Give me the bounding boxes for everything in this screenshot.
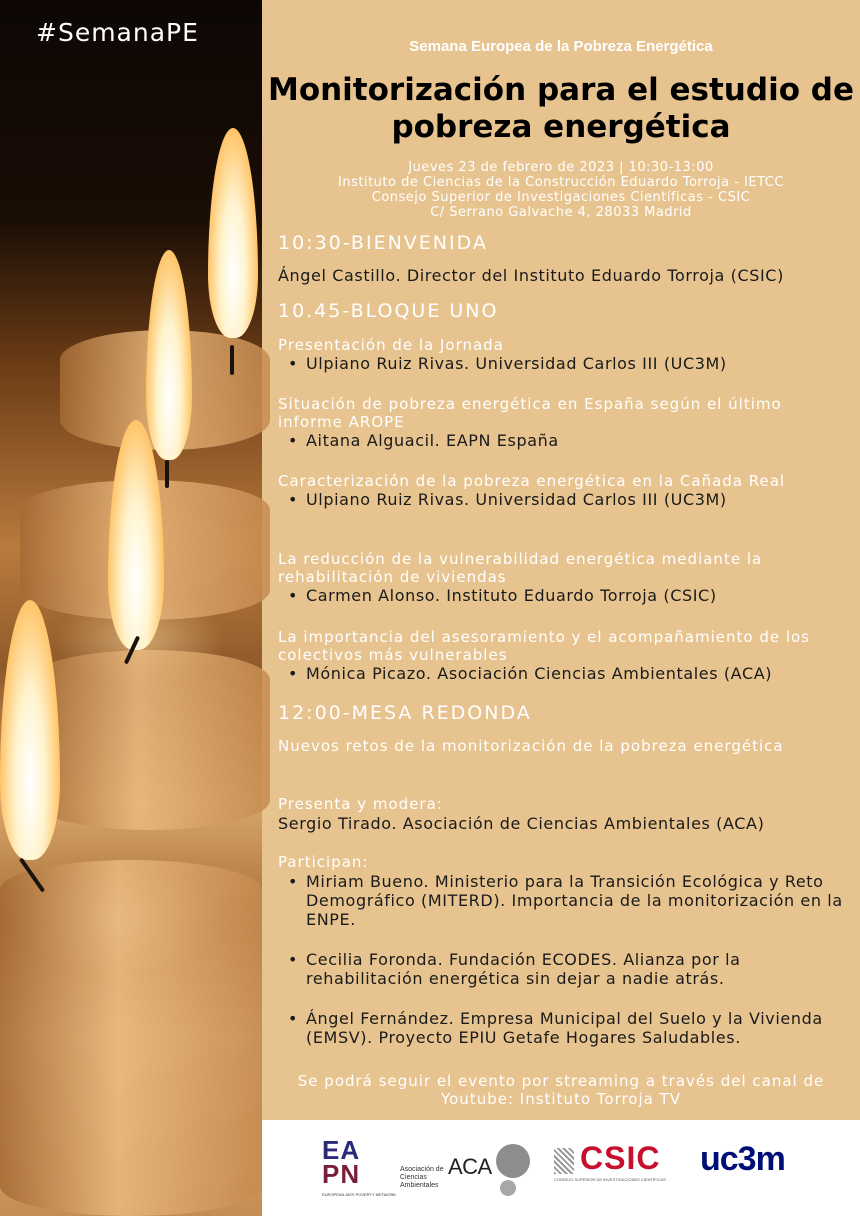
participant-list [278, 1009, 848, 1047]
welcome-speaker: Ángel Castillo. Director del Instituto Eduardo Torroja (CSIC) [278, 266, 784, 285]
agenda-item [278, 550, 848, 605]
flame [146, 250, 192, 460]
eapn-caption: EUROPEAN ANTI POVERTY NETWORK [322, 1192, 397, 1197]
aca-caption: Asociación de Ciencias Ambientales [400, 1166, 444, 1189]
round-table-topic: Nuevos retos de la monitorización de la pobreza energética [278, 737, 784, 755]
participant-item: • Ángel Fernández. Empresa Municipal del Suelo y la Vivienda (EMSV). Proyecto EPIU Getafe Hogares Saludables. [278, 1009, 848, 1047]
eapn-logo-bottom: PN [322, 1159, 361, 1189]
uc3m-logo: uc3m [700, 1140, 785, 1178]
event-organization: Consejo Superior de Investigaciones Científicas - CSIC [371, 190, 751, 205]
hashtag: #SemanaPE [36, 18, 199, 47]
agenda-item [278, 628, 848, 683]
csic-emblem-icon [554, 1148, 574, 1174]
participants-label: Participan: [278, 853, 369, 871]
flame [208, 128, 258, 338]
agenda-item [278, 336, 848, 373]
section-heading-round-table: 12:00-MESA REDONDA [278, 702, 532, 724]
event-address: C/ Serrano Galvache 4, 28033 Madrid [430, 205, 692, 220]
candles-photo [0, 0, 262, 1216]
csic-caption: CONSEJO SUPERIOR DE INVESTIGACIONES CIENTÍFICAS [554, 1177, 666, 1182]
flame [0, 600, 60, 860]
participant-item: • Miriam Bueno. Ministerio para la Transición Ecológica y Reto Demográfico (MITERD). Importancia de la monitorización en la ENPE. [278, 872, 848, 929]
participant-list [278, 872, 848, 929]
sponsor-logos [262, 1120, 860, 1216]
agenda-speaker: • Ulpiano Ruiz Rivas. Universidad Carlos III (UC3M) [278, 354, 848, 373]
event-kicker: Semana Europea de la Pobreza Energética [409, 38, 713, 55]
moderator: Sergio Tirado. Asociación de Ciencias Ambientales (ACA) [278, 814, 765, 833]
agenda-speaker: • Mónica Picazo. Asociación Ciencias Ambientales (ACA) [278, 664, 848, 683]
event-details [262, 160, 860, 220]
agenda-speaker: • Carmen Alonso. Instituto Eduardo Torroja (CSIC) [278, 586, 848, 605]
aca-circle-icon [496, 1144, 530, 1178]
eapn-logo [322, 1135, 397, 1197]
agenda-topic: Presentación de la Jornada [278, 336, 504, 354]
agenda-item [278, 472, 848, 509]
csic-logo-text: CSIC [580, 1140, 661, 1176]
eapn-logo-top: EA [322, 1135, 361, 1165]
candle-body [0, 860, 262, 1216]
event-program [262, 0, 860, 1120]
event-venue: Instituto de Ciencias de la Construcción Eduardo Torroja - IETCC [338, 175, 784, 190]
event-date: Jueves 23 de febrero de 2023 | 10:30-13:00 [408, 160, 714, 175]
section-heading-block-one: 10.45-BLOQUE UNO [278, 300, 499, 322]
flame [108, 420, 164, 650]
title-line: Monitorización para el estudio de [267, 72, 855, 108]
agenda-topic: Situación de pobreza energética en España según el último informe AROPE [278, 395, 782, 431]
wick [165, 460, 169, 488]
agenda-speaker: • Ulpiano Ruiz Rivas. Universidad Carlos III (UC3M) [278, 490, 848, 509]
moderator-label: Presenta y modera: [278, 795, 443, 813]
wick [230, 345, 234, 375]
page-title [262, 72, 860, 146]
candle-body [30, 650, 270, 830]
section-heading-welcome: 10:30-BIENVENIDA [278, 232, 488, 254]
title-line: pobreza energética [391, 109, 731, 145]
participant-list [278, 950, 848, 988]
participant-item: • Cecilia Foronda. Fundación ECODES. Alianza por la rehabilitación energética sin dejar a nadie atrás. [278, 950, 848, 988]
aca-logo-text: ACA [448, 1154, 492, 1179]
agenda-topic: Caracterización de la pobreza energética en la Cañada Real [278, 472, 786, 490]
agenda-topic: La importancia del asesoramiento y el acompañamiento de los colectivos más vulnerables [278, 628, 810, 664]
csic-logo [554, 1140, 684, 1186]
streaming-note: Se podrá seguir el evento por streaming a través del canal de Youtube: Instituto Torroja TV [297, 1072, 825, 1108]
agenda-item [278, 395, 848, 450]
agenda-topic: La reducción de la vulnerabilidad energética mediante la rehabilitación de viviendas [278, 550, 763, 586]
agenda-speaker: • Aitana Alguacil. EAPN España [278, 431, 848, 450]
aca-logo [400, 1144, 540, 1204]
aca-circle-icon [500, 1180, 516, 1196]
